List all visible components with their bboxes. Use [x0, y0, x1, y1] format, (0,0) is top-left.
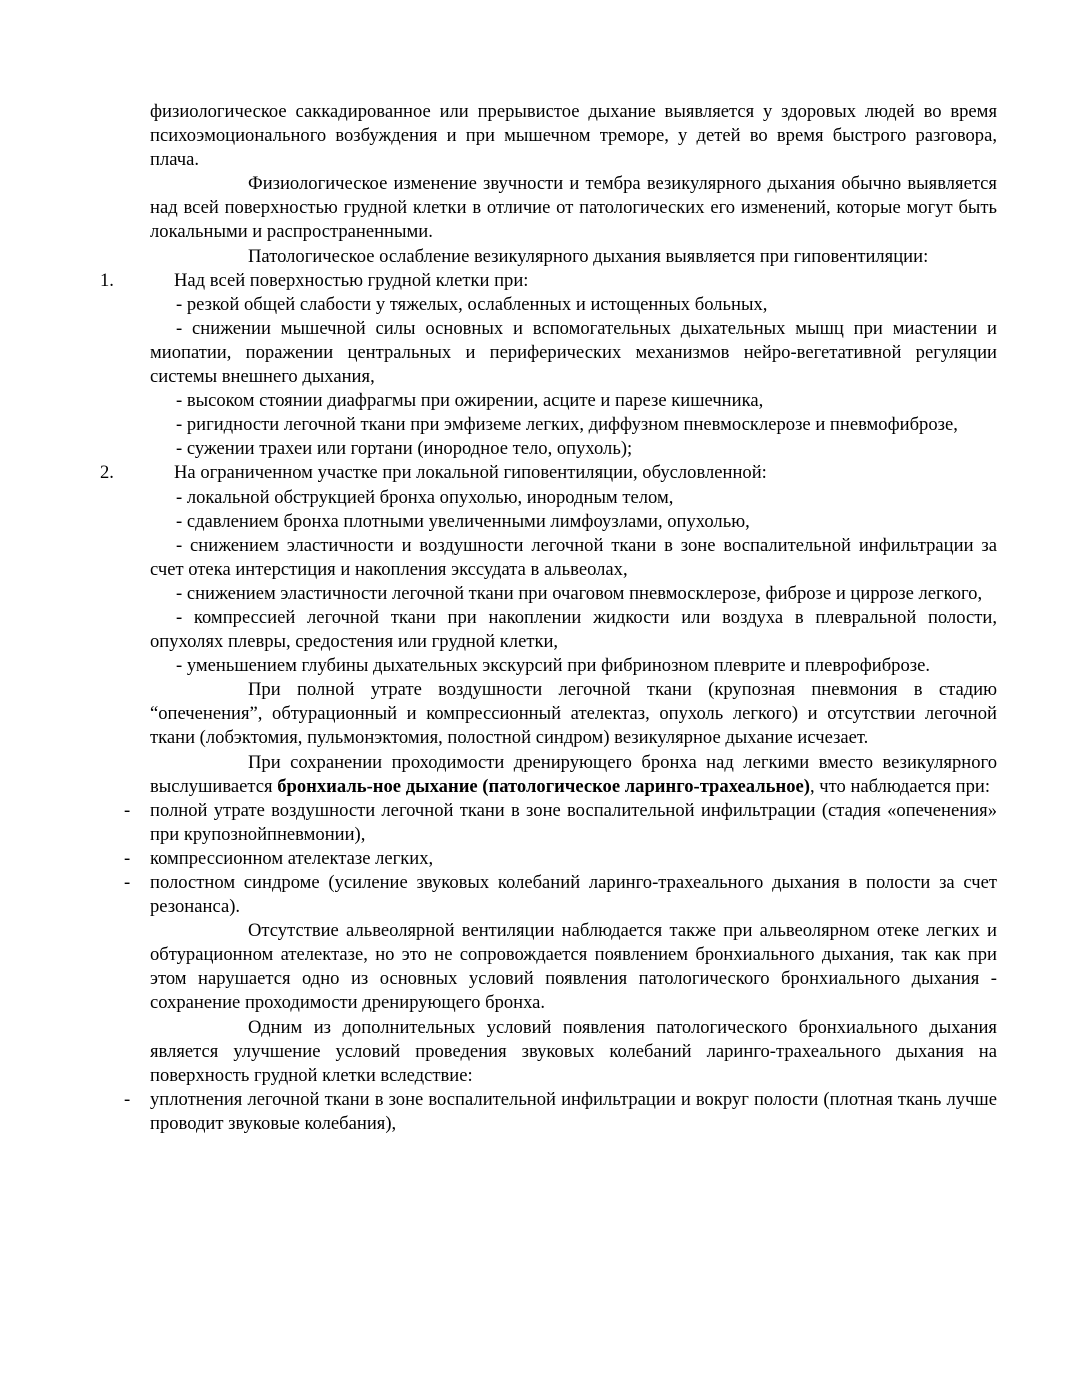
- dash-item: - сужении трахеи или гортани (инородное тело, опухоль);: [176, 438, 633, 460]
- paragraph-2: Физиологическое изменение звучности и тембра везикулярного дыхания обычно выявляется над всей поверхностью грудной клетки в отличие от патологических его изменений, которые могут быть локальными и распространенными.: [150, 173, 997, 243]
- dash-item: - снижении мышечной силы основных и вспомогательных дыхательных мышц при миастении и миопатии, поражении центральных и периферических механизмов нейро-вегетативной регуляции системы внешнего дыхания,: [150, 317, 997, 388]
- paragraph-5: [150, 751, 997, 799]
- dash-item: - снижением эластичности легочной ткани при очаговом пневмосклерозе, фиброзе и циррозе легкого,: [176, 582, 983, 604]
- bullet-text: полной утрате воздушности легочной ткани в зоне воспалительной инфильтрации (стадия «опеченения» при крупознойпневмонии),: [150, 799, 997, 845]
- dash-item: - ригидности легочной ткани при эмфиземе легких, диффузном пневмосклерозе и пневмофиброзе,: [176, 414, 958, 436]
- bullet-dash: -: [124, 872, 131, 893]
- item-text: На ограниченном участке при локальной гиповентиляции, обусловленной:: [174, 462, 767, 484]
- bullet-text: уплотнения легочной ткани в зоне воспалительной инфильтрации и вокруг полости (плотная ткань лучше проводит звуковые колебания),: [150, 1088, 997, 1134]
- item-text: Над всей поверхностью грудной клетки при:: [174, 269, 529, 291]
- item-number: 2.: [100, 462, 114, 484]
- dash-item: - высоком стоянии диафрагмы при ожирении, асците и парезе кишечника,: [176, 390, 764, 412]
- paragraph-5-text-before: При сохранении проходимости дренирующего бронха над легкими вместо везикулярного выслушивается: [150, 751, 997, 797]
- dash-item: - компрессией легочной ткани при накоплении жидкости или воздуха в плевральной полости, опухолях плевры, средостения или грудной клетки,: [150, 606, 997, 653]
- paragraph-3: Патологическое ослабление везикулярного дыхания выявляется при гиповентиляции:: [248, 245, 929, 267]
- bullet-dash: -: [124, 847, 131, 869]
- bullet-item: [124, 1088, 997, 1136]
- paragraph-6: Отсутствие альвеолярной вентиляции наблюдается также при альвеолярном отеке легких и обтурационном ателектазе, но это не сопровождается появлением бронхиального дыхания, так как при этом нарушается одно из основных условий появления патологического бронхиального дыхания - сохранение проходимости дренирующего бронха.: [150, 920, 997, 1014]
- bullet-dash: -: [124, 1088, 131, 1110]
- dash-item: - сдавлением бронха плотными увеличенными лимфоузлами, опухолью,: [176, 510, 750, 532]
- dash-item: - локальной обструкцией бронха опухолью, инородным телом,: [176, 486, 674, 508]
- dash-item: - уменьшением глубины дыхательных экскурсий при фибринозном плеврите и плеврофиброзе.: [176, 655, 931, 677]
- dash-item: - снижением эластичности и воздушности легочной ткани в зоне воспалительной инфильтрации за счет отека интерстиция и накопления экссудата в альвеолах,: [150, 534, 997, 580]
- paragraph-1: физиологическое саккадированное или прерывистое дыхание выявляется у здоровых людей во время психоэмоционального возбуждения и при мышечном треморе, у детей во время быстрого разговора, плача.: [150, 101, 997, 171]
- bullet-item: [124, 871, 997, 919]
- bullet-item: [124, 847, 997, 871]
- numbered-item-1: [100, 269, 997, 293]
- paragraph-7: Одним из дополнительных условий появления патологического бронхиального дыхания является улучшение условий проведения звуковых колебаний ларинго-трахеального дыхания на поверхность грудной клетки вследствие:: [150, 1016, 997, 1086]
- document-page: [0, 100, 1071, 1136]
- item-number: 1.: [100, 269, 114, 291]
- bold-term: бронхиаль-ное дыхание (патологическое ларинго-трахеальное): [277, 775, 810, 797]
- paragraph-4: При полной утрате воздушности легочной ткани (крупозная пневмония в стадию “опеченения”, обтурационный и компрессионный ателектаз, опухоль легкого) и отсутствии легочной ткани (лобэктомия, пульмонэктомия, полостной синдром) везикулярное дыхание исчезает.: [150, 679, 997, 749]
- bullet-text: компрессионном ателектазе легких,: [150, 847, 434, 869]
- paragraph-5-text-after: , что наблюдается при:: [809, 775, 991, 797]
- dash-item: - резкой общей слабости у тяжелых, ослабленных и истощенных больных,: [176, 293, 768, 315]
- bullet-dash: -: [124, 799, 131, 821]
- bullet-item: [124, 799, 997, 847]
- numbered-item-2: [100, 461, 997, 485]
- bullet-text: полостном синдроме (усиление звуковых колебаний ларинго-трахеального дыхания в полости за счет резонанса).: [150, 872, 997, 918]
